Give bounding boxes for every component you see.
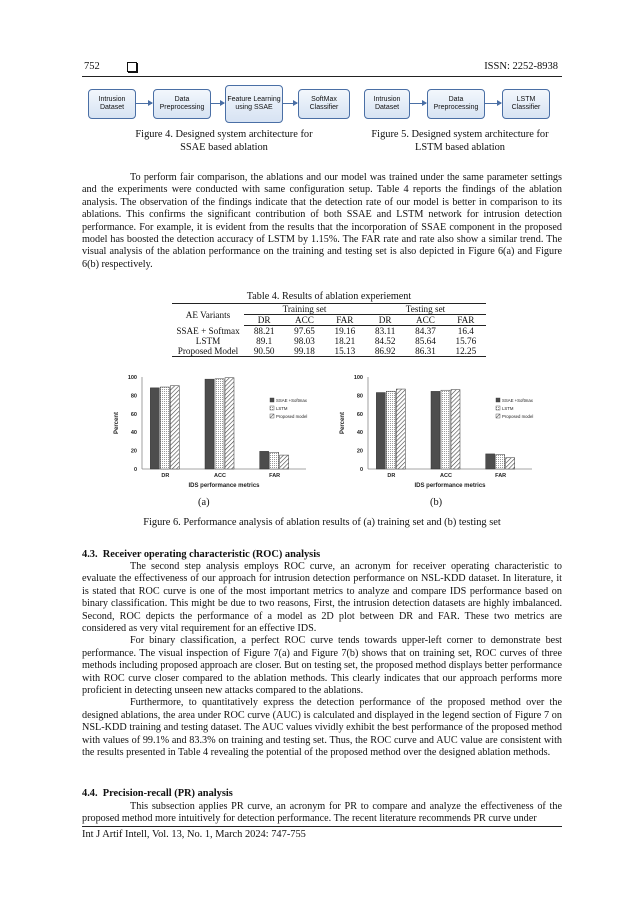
figure6-caption: Figure 6. Performance analysis of ablation results of (a) training set and (b) testing set xyxy=(143,517,501,528)
group-test-header: Testing set xyxy=(365,304,486,315)
panel-b-label: (b) xyxy=(430,497,443,508)
ablation-paragraph xyxy=(82,172,562,271)
bar xyxy=(396,389,405,469)
footer-citation: Int J Artif Intell, Vol. 13, No. 1, March 2024: 747-755 xyxy=(82,829,306,840)
arrow-icon xyxy=(409,103,426,104)
legend-label: Proposed model xyxy=(502,414,534,419)
header-square-icon xyxy=(127,62,137,72)
section-title: 4.4. Precision-recall (PR) analysis xyxy=(82,788,233,799)
cell: 86.31 xyxy=(405,346,445,357)
table-row xyxy=(172,346,486,357)
metric-header: ACC xyxy=(284,315,324,326)
legend-swatch xyxy=(270,398,274,402)
paragraph: Furthermore, to quantitatively express the detection performance of the proposed method over the designed ablations, the area under ROC curve (AUC) is calculated and displayed in the legend section of Figure 7 on NSL-KDD training and testing dataset. The AUC values vividly exhibit the best performance of the proposed method with values of 99.1% and 83.3% on training and testing set. Thus, the ROC curve and AUC value are consistent with the results presented in Table 4 revealing the potential of the proposed method over the designed ablation methods. xyxy=(82,697,562,759)
cell: 86.92 xyxy=(365,346,405,357)
y-tick-label: 80 xyxy=(130,393,137,400)
bar xyxy=(150,388,159,469)
page-number: 752 xyxy=(84,61,100,72)
bar xyxy=(496,455,505,469)
cell: 15.13 xyxy=(325,346,365,357)
legend-swatch xyxy=(270,414,274,418)
y-tick-label: 60 xyxy=(130,411,137,418)
fig5-box-lstm: LSTM Classifier xyxy=(502,89,550,119)
legend-swatch xyxy=(270,406,274,410)
table4-title: Table 4. Results of ablation experiement xyxy=(246,291,412,302)
fig5-box-dataset: Intrusion Dataset xyxy=(364,89,410,119)
cell: 18.21 xyxy=(334,336,356,346)
section43-body xyxy=(82,561,562,760)
legend-label: Proposed model xyxy=(276,414,308,419)
table-row xyxy=(172,336,486,346)
arrow-icon xyxy=(135,103,152,104)
legend-swatch xyxy=(496,414,500,418)
bar xyxy=(506,458,515,469)
y-tick-label: 40 xyxy=(356,430,363,437)
bar xyxy=(215,379,224,469)
y-axis-label: Percent xyxy=(340,411,346,435)
x-axis-label: IDS performance metrics xyxy=(188,483,260,489)
cell: 90.50 xyxy=(244,346,284,357)
legend-label: SSAE +Softmax xyxy=(502,398,533,403)
row-name: LSTM xyxy=(195,336,221,346)
footer-rule xyxy=(82,826,562,827)
y-tick-label: 100 xyxy=(353,375,363,381)
y-tick-label: 60 xyxy=(356,411,363,418)
bar xyxy=(225,378,234,469)
cell: 15.76 xyxy=(455,336,477,346)
table-row xyxy=(172,326,486,337)
issn: ISSN: 2252-8938 xyxy=(484,61,558,72)
metric-header: FAR xyxy=(446,315,486,326)
caption-line: Figure 4. Designed system architecture for xyxy=(135,129,313,140)
x-tick-label: ACC xyxy=(440,473,452,479)
metric-header: FAR xyxy=(325,315,365,326)
bar xyxy=(170,386,179,469)
variant-header: AE Variants xyxy=(172,304,244,326)
y-tick-label: 0 xyxy=(359,467,363,473)
bar xyxy=(270,452,279,469)
table4 xyxy=(172,303,486,357)
caption-line: Figure 5. Designed system architecture for xyxy=(371,129,549,140)
figure5-caption xyxy=(340,128,580,154)
cell: 99.18 xyxy=(284,346,324,357)
fig4-box-dataset: Intrusion Dataset xyxy=(88,89,136,119)
cell: 12.25 xyxy=(446,346,486,357)
caption-line: SSAE based ablation xyxy=(180,142,268,153)
arrow-icon xyxy=(484,103,501,104)
chart-a xyxy=(104,367,324,495)
y-tick-label: 0 xyxy=(133,467,137,473)
metric-header: DR xyxy=(365,315,405,326)
arrow-icon xyxy=(282,103,297,104)
legend-label: SSAE +Softmax xyxy=(276,398,307,403)
metric-header: DR xyxy=(244,315,284,326)
legend-swatch xyxy=(496,406,500,410)
row-name: Proposed Model xyxy=(172,346,244,357)
row-name: SSAE + Softmax xyxy=(176,325,240,336)
arrow-icon xyxy=(210,103,224,104)
bar xyxy=(376,393,385,469)
figure4-caption xyxy=(104,128,344,154)
group-train-header: Training set xyxy=(244,304,365,315)
metric-header: ACC xyxy=(405,315,445,326)
y-tick-label: 100 xyxy=(127,375,137,381)
bar xyxy=(260,451,269,469)
fig4-box-classifier: SoftMax Classifier xyxy=(298,89,350,119)
bar xyxy=(280,455,289,469)
section-title: 4.3. Receiver operating characteristic (ROC) analysis xyxy=(82,549,321,560)
legend-swatch xyxy=(496,398,500,402)
y-tick-label: 20 xyxy=(356,448,363,455)
x-axis-label: IDS performance metrics xyxy=(414,483,486,489)
cell: 97.65 xyxy=(294,326,315,336)
cell: 84.52 xyxy=(374,336,396,346)
bar xyxy=(205,379,214,469)
paragraph: To perform fair comparison, the ablations and our model was trained under the same parameter settings and the experiments were conducted with same configuration setup. Table 4 reports the findings of the ablation analysis. The observation of the findings indicate that the detection rate of our model is better in comparison to its ablations. This confirms the significant contribution of both SSAE and LSTM network for intrusion detection performance. For example, it is evident from the results that the incorporation of SSAE component in the proposed model has boosted the detection accuracy of LSTM by 1.15%. The FAR rate and rate also show a similar trend. The visual analysis of the ablation performance on the training and testing set is also depicted in Figure 6(a) and Figure 6(b) respectively. xyxy=(82,172,562,270)
cell: 84.37 xyxy=(415,326,436,336)
legend-label: LSTM xyxy=(502,406,514,411)
y-tick-label: 80 xyxy=(356,393,363,400)
bar xyxy=(386,391,395,469)
y-axis-label: Percent xyxy=(114,411,120,435)
cell: 19.16 xyxy=(334,326,356,336)
paragraph: The second step analysis employs ROC curve, an acronym for receiver operating characteristic to evaluate the effectiveness of our approach for intrusion detection performance on NSL-KDD dataset. In literature, it is stated that ROC curve is one of the most important metrics to analyze and compare IDS performance based on binary classification. This might be due to two reasons, First, the intrusion detection datasets are highly imbalanced. Second, ROC depicts the performance of a model as 2D plot between DR and FAR. These two metrics are considered as very vital requirement for an effective IDS. xyxy=(82,561,562,635)
fig4-box-feature-learning: Feature Learning using SSAE xyxy=(225,85,283,123)
fig5-box-preprocessing: Data Preprocessing xyxy=(427,89,485,119)
cell: 85.64 xyxy=(415,336,436,346)
x-tick-label: FAR xyxy=(495,473,507,479)
header-rule xyxy=(82,76,562,77)
bar xyxy=(486,454,495,469)
bar xyxy=(431,391,440,469)
y-tick-label: 40 xyxy=(130,430,137,437)
x-tick-label: DR xyxy=(161,473,170,479)
y-tick-label: 20 xyxy=(130,448,137,455)
caption-line: LSTM based ablation xyxy=(414,142,506,153)
bar xyxy=(451,390,460,469)
cell: 89.1 xyxy=(256,336,273,346)
cell: 16.4 xyxy=(457,326,474,336)
x-tick-label: DR xyxy=(387,473,396,479)
section44-body xyxy=(82,801,562,826)
bar xyxy=(160,387,169,469)
paragraph: For binary classification, a perfect ROC curve tends towards upper-left corner to demonstrate best performance. The visual inspection of Figure 7(a) and Figure 7(b) shows that on training set, ROC curves of three methods including proposed approach are closer. But on testing set, the proposed method displays better performance with ROC curve closer compared to the ablation methods. This clearly indicates that our approach performs more proficient in detecting unseen new attacks compared to the ablations. xyxy=(82,635,562,697)
legend-label: LSTM xyxy=(276,406,288,411)
panel-a-label: (a) xyxy=(198,497,210,508)
cell: 88.21 xyxy=(253,326,275,336)
x-tick-label: ACC xyxy=(214,473,226,479)
x-tick-label: FAR xyxy=(269,473,281,479)
cell: 98.03 xyxy=(294,336,315,346)
bar xyxy=(441,390,450,469)
chart-b xyxy=(330,367,550,495)
paragraph: This subsection applies PR curve, an acronym for PR to compare and analyze the effectiveness of the proposed method more intuitively for detection performance. The recent literature recommends PR curve under xyxy=(82,801,562,825)
fig4-box-preprocessing: Data Preprocessing xyxy=(153,89,211,119)
cell: 83.11 xyxy=(374,326,396,336)
